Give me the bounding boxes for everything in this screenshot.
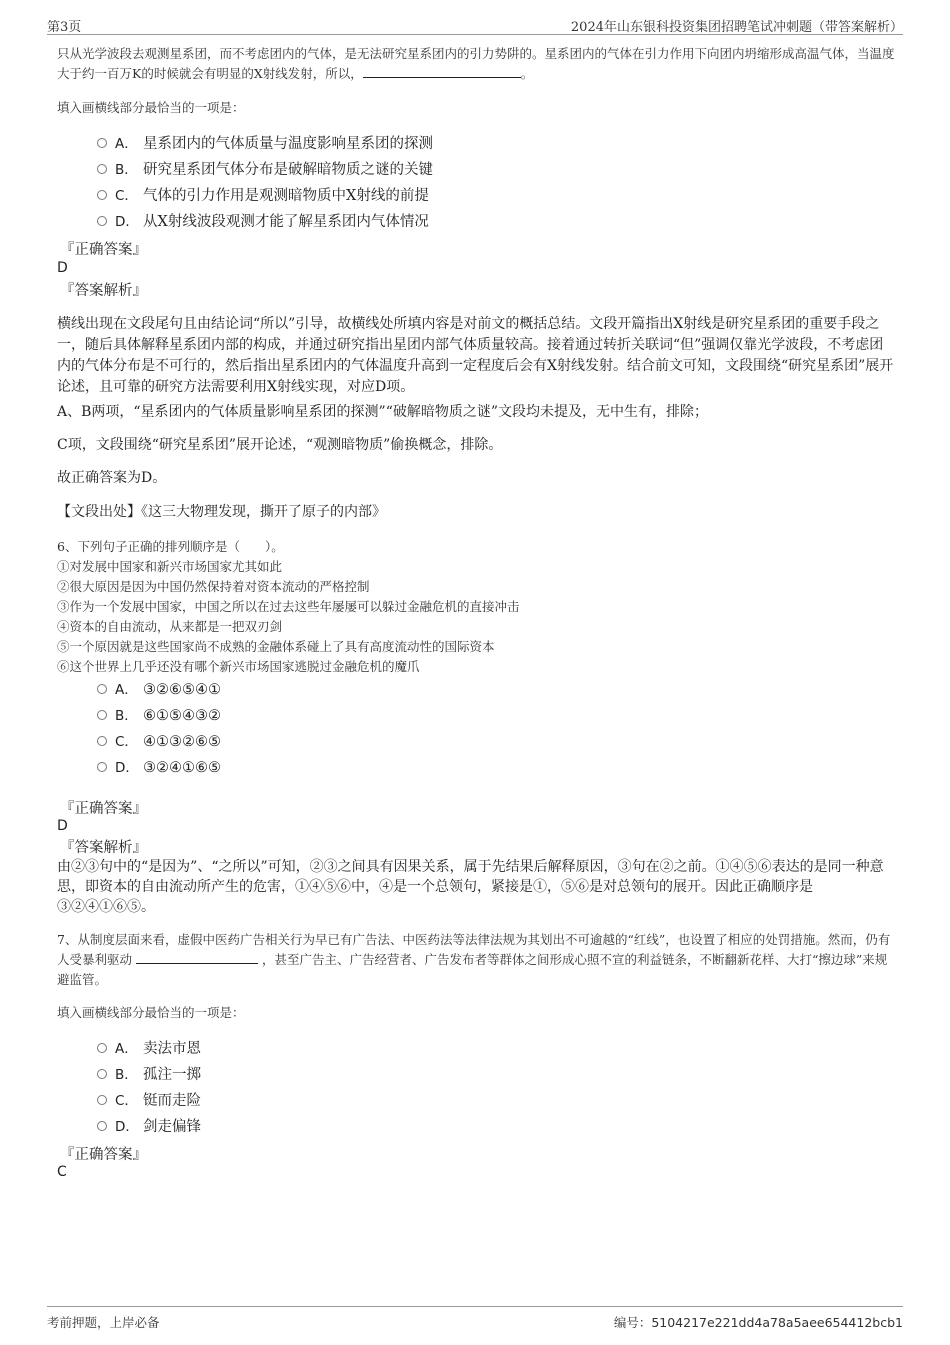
- q5-analysis-label: 『答案解析』: [60, 283, 147, 299]
- q5-passage-text-a: 只从光学波段去观测星系团，而不考虑团内的气体，是无法研究星系团内的引力势阱的。星系团内的气体在引力作用下向团内坍缩形成高温气体，当温度大于约一百万K的时候就会有明显的X射线发射，所以，: [57, 46, 895, 81]
- radio-icon[interactable]: [97, 1069, 107, 1079]
- radio-icon[interactable]: [97, 1121, 107, 1131]
- q5-prompt: 填入画横线部分最恰当的一项是：: [57, 100, 245, 115]
- q5-answer-label: 『正确答案』: [60, 242, 147, 258]
- q6-sentence: ④资本的自由流动，从来都是一把双刃剑: [57, 619, 283, 634]
- q6-option-a[interactable]: A． ③②⑥⑤④①: [97, 679, 221, 701]
- radio-icon[interactable]: [97, 762, 107, 772]
- q7-answer-label: 『正确答案』: [60, 1147, 147, 1163]
- q5-option-a[interactable]: A． 星系团内的气体质量与温度影响星系团的探测: [97, 133, 433, 155]
- page-header: [47, 14, 903, 35]
- q6-analysis-label: 『答案解析』: [60, 840, 147, 856]
- q6-sentence: ③作为一个发展中国家，中国之所以在过去这些年屡屡可以躲过金融危机的直接冲击: [57, 599, 520, 614]
- q6-sentence: ①对发展中国家和新兴市场国家尤其如此: [57, 559, 283, 574]
- radio-icon[interactable]: [97, 190, 107, 200]
- q6-option-b[interactable]: B． ⑥①⑤④③②: [97, 705, 221, 727]
- q6-sentence: ②很大原因是因为中国仍然保持着对资本流动的严格控制: [57, 579, 370, 594]
- radio-icon[interactable]: [97, 138, 107, 148]
- q5-passage-text-b: 。: [520, 66, 534, 81]
- q7-stem-text-b: ，甚至广告主、广告经营者、广告发布者等群体之间形成心照不宣的利益链条，不断翻新花样、大打“擦边球”来规避监管。: [57, 952, 888, 987]
- q6-option-d[interactable]: D． ③②④①⑥⑤: [97, 757, 221, 779]
- footer-serial: 编号：5104217e221dd4a78a5aee654412bcb1: [613, 1315, 903, 1330]
- q7-option-a[interactable]: A． 卖法市恩: [97, 1038, 201, 1060]
- q6-sentence: ⑤一个原因就是这些国家尚不成熟的金融体系碰上了具有高度流动性的国际资本: [57, 639, 495, 654]
- radio-icon[interactable]: [97, 1095, 107, 1105]
- page-number: 第3页: [47, 20, 82, 35]
- q6-stem: 6、下列句子正确的排列顺序是（ ）。: [57, 539, 284, 554]
- radio-icon[interactable]: [97, 684, 107, 694]
- q5-analysis-paragraph: 故正确答案为D。: [57, 470, 167, 486]
- q5-analysis-paragraph: A、B两项，“星系团内的气体质量影响星系团的探测”“破解暗物质之谜”文段均未提及，无中生有，排除；: [57, 404, 709, 420]
- q7-stem-text-a: 7、从制度层面来看，虚假中医药广告相关行为早已有广告法、中医药法等法律法规为其划出不可逾越的“红线”，也设置了相应的处罚措施。然而，仍有人受暴利驱动: [57, 932, 891, 967]
- radio-icon[interactable]: [97, 216, 107, 226]
- page-footer: [47, 1306, 903, 1329]
- radio-icon[interactable]: [97, 164, 107, 174]
- q7-blank: [136, 951, 258, 964]
- q7-option-c[interactable]: C． 铤而走险: [97, 1090, 201, 1112]
- q6-sentence: ⑥这个世界上几乎还没有哪个新兴市场国家逃脱过金融危机的魔爪: [57, 659, 420, 674]
- q5-answer: D: [57, 260, 68, 276]
- q5-passage: [57, 44, 895, 84]
- q5-analysis-paragraph: 横线出现在文段尾句且由结论词“所以”引导，故横线处所填内容是对前文的概括总结。文段开篇指出X射线是研究星系团的重要手段之一，随后具体解释星系团内部的构成，并通过研究指出星团内部气体质量较高。接着通过转折关联词“但”强调仅靠光学波段，不考虑团内的气体分布是不可行的，然后指出星系团内的气体温度升高到一定程度后会有X射线发射。结合前文可知，文段围绕“研究星系团”展开论述，且可靠的研究方法需要利用X射线实现，对应D项。: [57, 316, 894, 395]
- footer-slogan: 考前押题，上岸必备: [47, 1315, 160, 1330]
- q5-blank: [363, 65, 521, 78]
- document-title: 2024年山东银科投资集团招聘笔试冲刺题（带答案解析）: [570, 20, 903, 35]
- q6-analysis: 由②③句中的“是因为”、“之所以”可知，②③之间具有因果关系，属于先结果后解释原因，③句在②之前。①④⑤⑥表达的是同一种意思，即资本的自由流动所产生的危害，①④⑤⑥中，④是一个总领句，紧接是①，⑤⑥是对总领句的展开。因此正确顺序是③②④①⑥⑤。: [57, 859, 884, 915]
- q6-option-c[interactable]: C． ④①③②⑥⑤: [97, 731, 221, 753]
- q5-option-b[interactable]: B． 研究星系团气体分布是破解暗物质之谜的关键: [97, 159, 433, 181]
- q6-answer: D: [57, 818, 68, 834]
- q5-option-d[interactable]: D． 从X射线波段观测才能了解星系团内气体情况: [97, 211, 429, 233]
- q7-prompt: 填入画横线部分最恰当的一项是：: [57, 1005, 245, 1020]
- radio-icon[interactable]: [97, 1043, 107, 1053]
- q7-option-b[interactable]: B． 孤注一掷: [97, 1064, 201, 1086]
- q5-source: 【文段出处】《这三大物理发现，撕开了原子的内部》: [57, 504, 386, 520]
- q7-stem: [57, 930, 895, 990]
- q5-analysis-paragraph: C项，文段围绕“研究星系团”展开论述，“观测暗物质”偷换概念，排除。: [57, 437, 503, 453]
- q7-answer: C: [57, 1164, 67, 1180]
- radio-icon[interactable]: [97, 710, 107, 720]
- q5-option-c[interactable]: C． 气体的引力作用是观测暗物质中X射线的前提: [97, 185, 429, 207]
- q6-answer-label: 『正确答案』: [60, 801, 147, 817]
- q7-option-d[interactable]: D． 剑走偏锋: [97, 1116, 201, 1138]
- radio-icon[interactable]: [97, 736, 107, 746]
